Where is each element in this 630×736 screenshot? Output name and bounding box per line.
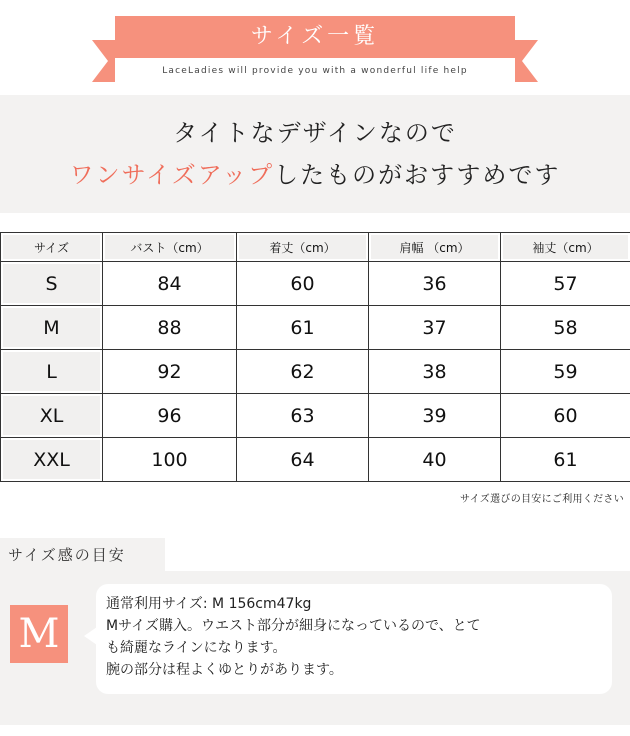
headline-line-2 [0, 155, 630, 190]
table-header: 肩幅 （cm） [369, 233, 501, 262]
table-cell: 96 [103, 394, 237, 438]
table-cell: 92 [103, 350, 237, 394]
table-header-row [1, 233, 630, 262]
table-cell: 57 [501, 262, 630, 306]
table-cell: 61 [501, 438, 630, 482]
table-cell: 100 [103, 438, 237, 482]
headline-line-2-rest: したものがおすすめです [274, 161, 561, 189]
table-cell: 84 [103, 262, 237, 306]
table-cell: 37 [369, 306, 501, 350]
table-header: 着丈（cm） [237, 233, 369, 262]
banner [0, 0, 630, 95]
banner-subtitle: LaceLadies will provide you with a wonderful life help [115, 58, 515, 84]
table-cell-size: S [1, 262, 103, 306]
table-cell-size: L [1, 350, 103, 394]
comment-text [106, 593, 606, 681]
comment-line: Mサイズ購入。ウエスト部分が細身になっているので、とて [106, 618, 481, 634]
size-badge: M [10, 605, 68, 663]
table-header: 袖丈（cm） [501, 233, 630, 262]
table-cell: 64 [237, 438, 369, 482]
bubble-tail [84, 627, 97, 645]
table-cell: 88 [103, 306, 237, 350]
table-row [1, 394, 630, 438]
table-cell: 39 [369, 394, 501, 438]
comment-line: 腕の部分は程よくゆとりがあります。 [106, 662, 343, 678]
table-row [1, 262, 630, 306]
headline-band [0, 95, 630, 213]
table-cell: 38 [369, 350, 501, 394]
table-cell: 61 [237, 306, 369, 350]
comment-line: 通常利用サイズ: M 156cm47kg [106, 596, 312, 612]
table-cell: 36 [369, 262, 501, 306]
table-cell: 63 [237, 394, 369, 438]
headline-highlight: ワンサイズアップ [69, 161, 275, 189]
size-table [0, 232, 630, 482]
table-cell: 58 [501, 306, 630, 350]
table-cell-size: XL [1, 394, 103, 438]
table-cell-size: XXL [1, 438, 103, 482]
comment-line: も綺麗なラインになります。 [106, 640, 287, 656]
size-note: サイズ選びの目安にご利用ください [460, 494, 624, 505]
guide-title: サイズ感の目安 [0, 538, 165, 572]
table-cell: 59 [501, 350, 630, 394]
table-cell: 60 [501, 394, 630, 438]
table-row [1, 438, 630, 482]
table-header: バスト（cm） [103, 233, 237, 262]
headline-line-1: タイトなデザインなので [173, 119, 457, 147]
table-cell-size: M [1, 306, 103, 350]
table-cell: 40 [369, 438, 501, 482]
banner-title: サイズ一覧 [250, 24, 380, 49]
table-row [1, 306, 630, 350]
table-cell: 62 [237, 350, 369, 394]
table-row [1, 350, 630, 394]
table-cell: 60 [237, 262, 369, 306]
table-header: サイズ [1, 233, 103, 262]
